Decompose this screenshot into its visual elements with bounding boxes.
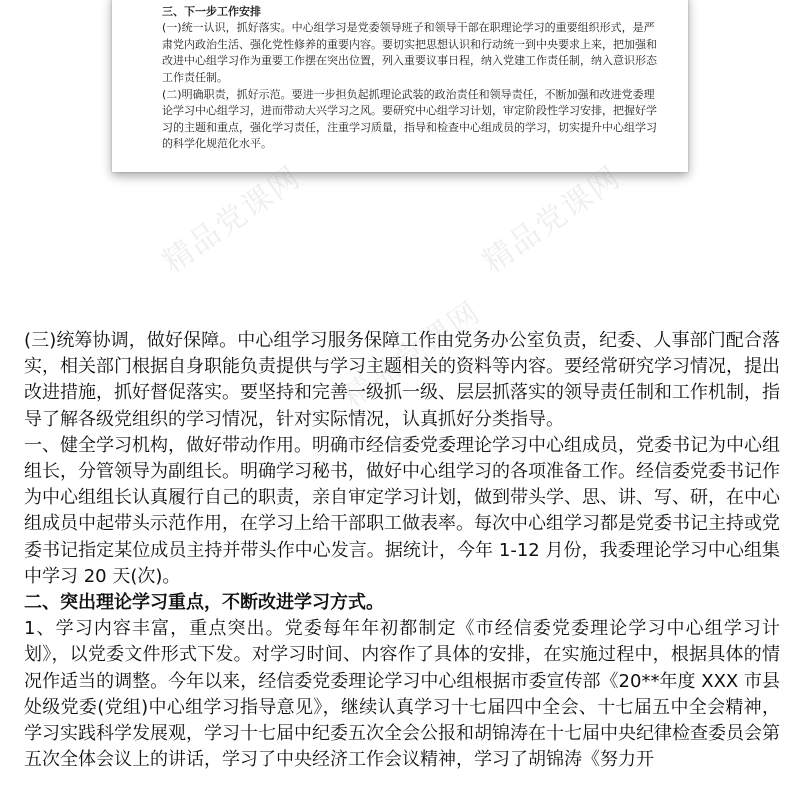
watermark: 精品党课网 (336, 294, 488, 416)
preview-item: (二)明确职责，抓好示范。要进一步担负起抓理论武装的政治责任和领导责任，不断加强和改进党委理论学习中心组学习，进而带动大兴学习之风。要研究中心组学习计划，审定阶段性学习安排，把握好学习的主题和重点，强化学习责任，注重学习质量，指导和检查中心组成员的学习，切实提升中心组学习的科学化规范化水平。 (162, 87, 657, 151)
body-paragraph: 一、健全学习机构，做好带动作用。明确市经信委党委理论学习中心组成员，党委书记为中心组组长，分管领导为副组长。明确学习秘书，做好中心组学习的各项准备工作。经信委党委书记作为中心组组长认真履行自己的职责，亲自审定学习计划，做到带头学、思、讲、写、研，在中心组成员中起带头示范作用，在学习上给干部职工做表率。每次中心组学习都是党委书记主持或党委书记指定某位成员主持并带头作中心发言。据统计，今年 1-12 月份，我委理论学习中心组集中学习 20 天(次)。 (24, 434, 780, 587)
document-body (24, 328, 780, 773)
body-paragraph: (三)统筹协调，做好保障。中心组学习服务保障工作由党务办公室负责，纪委、人事部门配合落实，相关部门根据自身职能负责提供与学习主题相关的资料等内容。要经常研究学习情况，提出改进措施，抓好督促落实。要坚持和完善一级抓一级、层层抓落实的领导责任制和工作机制，指导了解各级党组织的学习情况，针对实际情况，认真抓好分类指导。 (24, 330, 780, 430)
watermark: 精品党课网 (476, 159, 628, 281)
preview-section-heading: 三、下一步工作安排 (162, 4, 261, 18)
section-heading: 二、突出理论学习重点，不断改进学习方式。 (24, 592, 384, 614)
page-preview-card (112, 0, 688, 172)
page-preview-content (162, 0, 662, 153)
watermark: 精品党课网 (156, 159, 308, 281)
preview-item: (一)统一认识，抓好落实。中心组学习是党委领导班子和领导干部在职理论学习的重要组织形式，是严肃党内政治生活、强化党性修养的重要内容。要切实把思想认识和行动统一到中央要求上来，把加强和改进中心组学习作为重要工作摆在突出位置，列入重要议事日程，纳入党建工作责任制，纳入意识形态工作责任制。 (162, 21, 657, 84)
body-paragraph: 1、学习内容丰富，重点突出。党委每年年初都制定《市经信委党委理论学习中心组学习计划》，以党委文件形式下发。对学习时间、内容作了具体的安排，在实施过程中，根据具体的情况作适当的调整。今年以来，经信委党委理论学习中心组根据市委宣传部《20**年度 XXX 市县处级党委(党组)中心组学习指导意见》，继续认真学习十七届四中全会、十七届五中全会精神，学习实践科学发展观，学习十七届中纪委五次全会公报和胡锦涛在十七届中央纪律检查委员会第五次全体会议上的讲话，学习了中央经济工作会议精神，学习了胡锦涛《努力开 (24, 618, 780, 771)
